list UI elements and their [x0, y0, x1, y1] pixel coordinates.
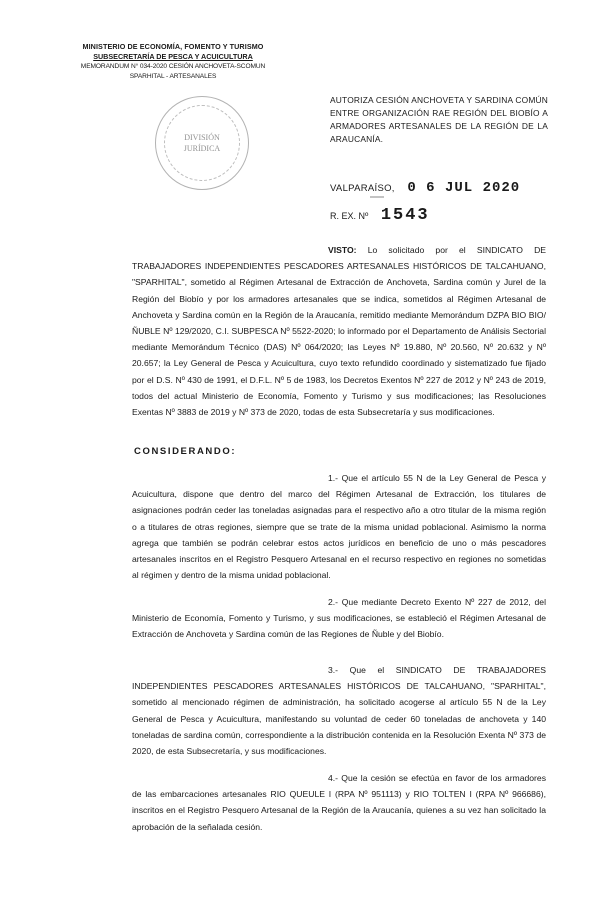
stamp-line-2: JURÍDICA: [183, 144, 221, 153]
considerando-item-1: 1.- Que el artículo 55 N de la Ley General de Pesca y Acuicultura, dispone que dentro del marco del Régimen Artesanal de Extracción, los titulares de asignaciones podrán ceder las toneladas asignadas para el respectivo año a otro titular de la misma región o a titulares de otras regiones, siempre que se trate de la misma unidad poblacional. Asimismo la norma agrega que también se podrán celebrar estos actos jurídicos en beneficio de uno o más pescadores artesanales inscritos en el Registro Pesquero Artesanal en el recurso respectivo en regiones no sometidas al régimen y dentro de la misma unidad poblacional.: [132, 473, 546, 581]
visto-paragraph: [132, 242, 546, 420]
memorandum-reference: MEMORANDUM N° 034-2020 CESIÓN ANCHOVETA-SCOMUN: [80, 63, 266, 70]
stamp-line-1: DIVISIÓN: [184, 133, 220, 142]
considerando-title: CONSIDERANDO:: [134, 446, 237, 457]
date-stamp: 0 6 JUL 2020: [407, 180, 521, 196]
considerando-item-3: 3.- Que el SINDICATO DE TRABAJADORES INDEPENDIENTES PESCADORES ARTESANALES HISTÓRICOS DE TALCAHUANO, "SPARHITAL", sometido al mencionado régimen de administración, ha solicitado acogerse al artículo 55 N de la Ley General de Pesca y Acuicultura, manifestando su voluntad de ceder 60 toneladas de anchoveta y 140 toneladas de sardina común, correspondiente a la distribución contenida en la Resolución Exenta Nº 373 de 2020, de esta Subsecretaría, y sus modificaciones.: [132, 665, 546, 757]
undersecretariat-name: SUBSECRETARÍA DE PESCA Y ACUICULTURA: [93, 52, 253, 61]
ink-mark: [370, 196, 384, 198]
visto-text: Lo solicitado por el SINDICATO DE TRABAJADORES INDEPENDIENTES PESCADORES ARTESANALES HISTÓRICOS DE TALCAHUANO, "SPARHITAL", sometido al Régimen Artesanal de Extracción de Anchoveta, Sardina común y Jurel de la Región del Biobío y por los armadores artesanales que se indica, sometidos al Régimen Artesanal de Anchoveta y Sardina común en la Región de la Araucanía, remitido mediante Memorándum DZPA BIO BIO/ÑUBLE Nº 129/2020, C.I. SUBPESCA Nº 5522-2020; lo informado por el Departamento de Análisis Sectorial mediante Memorándum Técnico (DAS) Nº 064/2020; las Leyes Nº 19.880, Nº 20.560, Nº 20.632 y Nº 20.657; la Ley General de Pesca y Acuicultura, cuyo texto refundido coordinado y sistematizado fue fijado por el D.S. Nº 430 de 1991, el D.F.L. Nº 5 de 1983, los Decretos Exentos Nº 227 de 2012 y Nº 243 de 2019, todos del actual Ministerio de Economía, Fomento y Turismo y sus modificaciones; las Resoluciones Exentas Nº 3883 de 2019 y Nº 373 de 2020, todas de esta Subsecretaría y sus modificaciones.: [132, 245, 547, 418]
ministry-name: MINISTERIO DE ECONOMÍA, FOMENTO Y TURISMO: [82, 42, 264, 51]
resolution-subject: AUTORIZA CESIÓN ANCHOVETA Y SARDINA COMÚN ENTRE ORGANIZACIÓN RAE REGIÓN DEL BIOBÍO A ARMADORES ARTESANALES DE LA REGIÓN DE LA ARAUCANÍA.: [330, 95, 548, 144]
place-date-line: [330, 180, 520, 196]
resolution-number-line: [330, 206, 430, 225]
resolution-label: R. EX. Nº: [330, 211, 369, 221]
reference-subline: SPARHITAL - ARTESANALES: [129, 73, 217, 80]
issuer-header: [58, 42, 288, 82]
place-label: VALPARAÍSO,: [330, 183, 395, 194]
resolution-number: 1543: [380, 206, 430, 225]
considerando-item-4: 4.- Que la cesión se efectúa en favor de los armadores de las embarcaciones artesanales RIO QUEULE I (RPA Nº 951113) y RIO TOLTEN I (RPA Nº 966686), inscritos en el Registro Pesquero Artesanal de la Región de la Araucanía, quienes a su vez han solicitado la aprobación de la señalada cesión.: [132, 773, 546, 832]
legal-division-stamp: [155, 96, 249, 190]
considerando-item-2: 2.- Que mediante Decreto Exento Nº 227 de 2012, del Ministerio de Economía, Fomento y Turismo, y sus modificaciones, se estableció el Régimen Artesanal de Extracción de Anchoveta y Sardina común de las Regiones de Ñuble y del Biobío.: [132, 597, 546, 640]
visto-keyword: VISTO:: [328, 245, 357, 255]
